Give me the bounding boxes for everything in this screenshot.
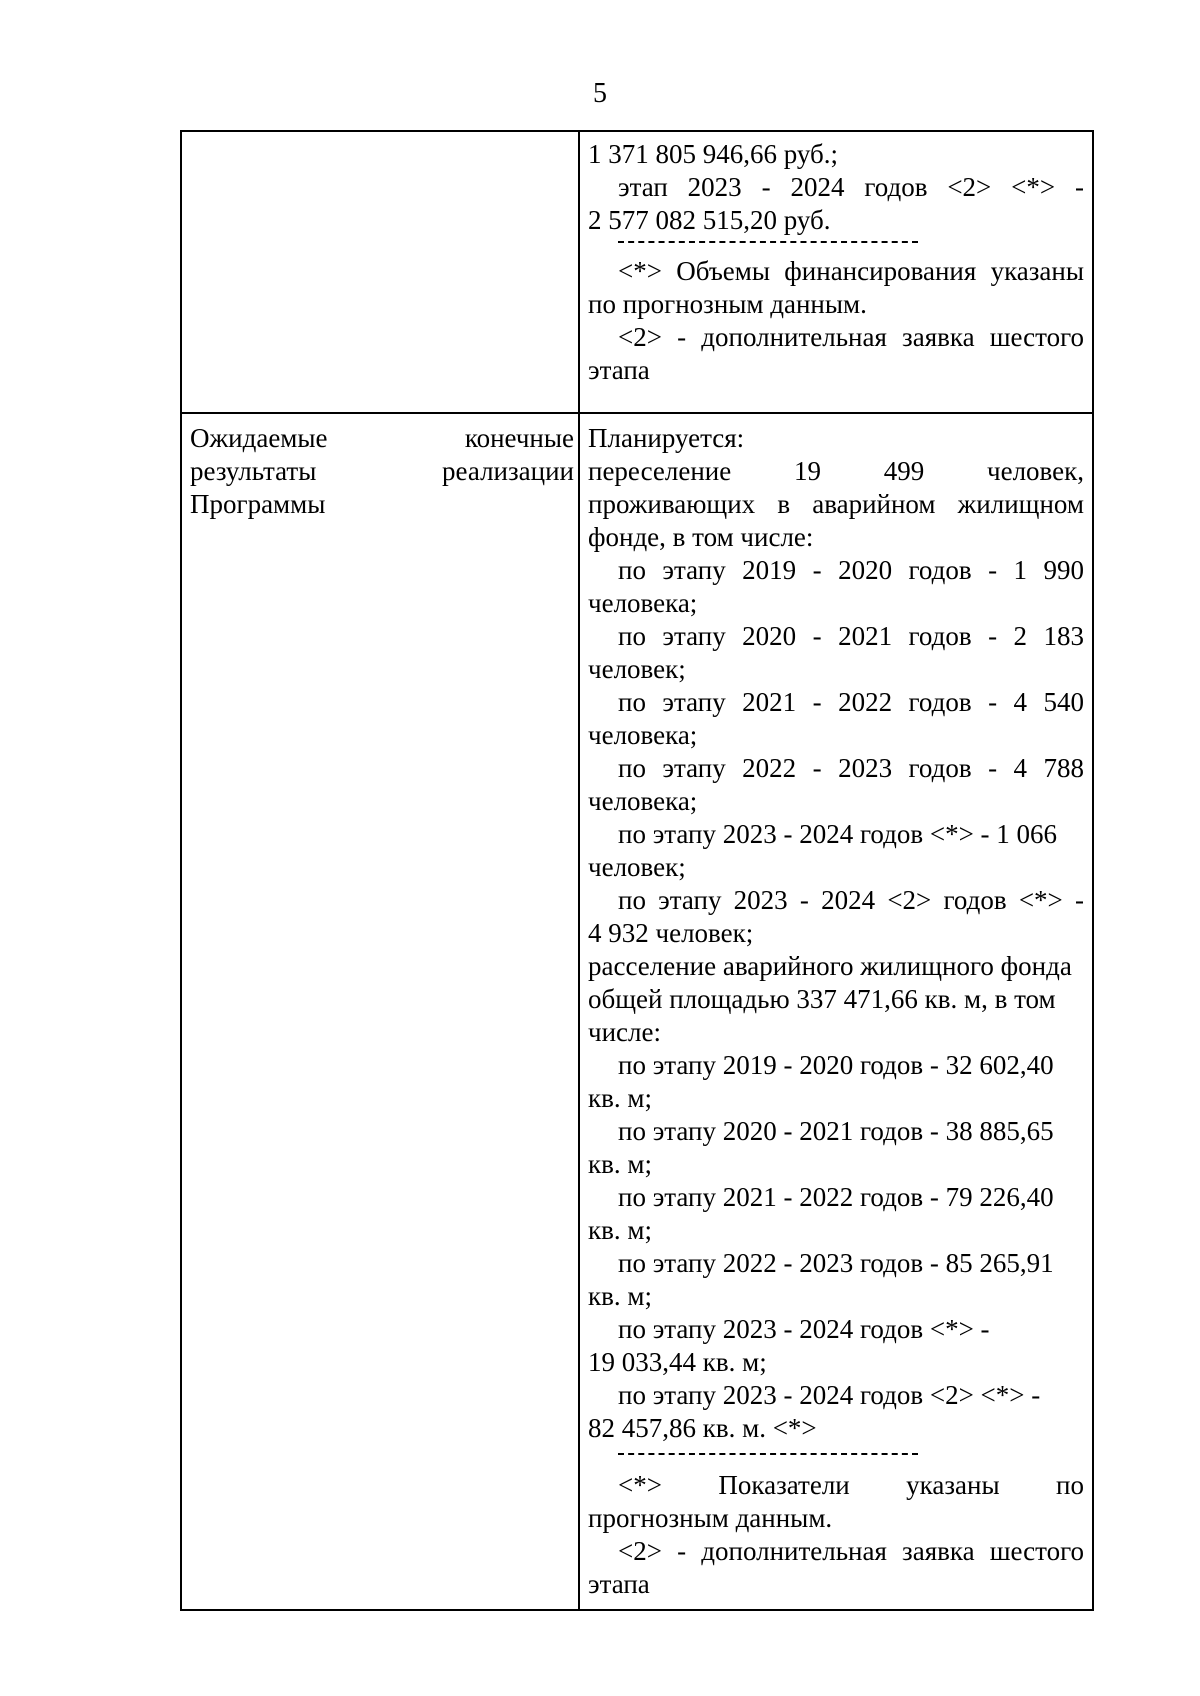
text-line: по этапу 2023 - 2024 <2> годов <*> -	[618, 885, 1084, 915]
text-line: по этапу 2019 - 2020 годов - 1 990	[618, 555, 1084, 585]
label-word: Программы	[190, 489, 326, 519]
label-word: реализации	[442, 456, 574, 486]
page-number: 5	[593, 78, 607, 109]
text-line: кв. м;	[588, 1083, 652, 1113]
text-line: общей площадью 337 471,66 кв. м, в том	[588, 984, 1056, 1014]
text-line: по этапу 2023 - 2024 годов <2> <*> -	[618, 1380, 1041, 1410]
text-line: человек;	[588, 654, 686, 684]
text-line: 19 033,44 кв. м;	[588, 1347, 767, 1377]
footnote-line: прогнозным данным.	[588, 1503, 833, 1533]
footnote-line: <*> Объемы финансирования указаны	[618, 256, 1084, 286]
cell-expected-results	[579, 413, 1093, 1610]
footnote-line: <2> - дополнительная заявка шестого	[618, 322, 1084, 352]
text-line: переселение 19 499 человек,	[588, 456, 1084, 486]
text-line: по этапу 2020 - 2021 годов - 38 885,65	[618, 1116, 1054, 1146]
text-line: кв. м;	[588, 1281, 652, 1311]
footnote-line: этапа	[588, 355, 650, 385]
text-line: по этапу 2023 - 2024 годов <*> -	[618, 1314, 990, 1344]
cell-financing	[579, 131, 1093, 413]
text-line: 82 457,86 кв. м. <*>	[588, 1413, 817, 1443]
text-line: по этапу 2022 - 2023 годов - 4 788	[618, 753, 1084, 783]
text-line: фонде, в том числе:	[588, 522, 814, 552]
label-word: результаты	[190, 456, 317, 486]
text-line: этап 2023 - 2024 годов <2> <*> -	[618, 172, 1084, 202]
text-line: проживающих в аварийном жилищном	[588, 489, 1084, 519]
text-line: по этапу 2022 - 2023 годов - 85 265,91	[618, 1248, 1054, 1278]
table-row-expected-results	[181, 413, 1093, 1610]
text-line: по этапу 2021 - 2022 годов - 4 540	[618, 687, 1084, 717]
program-passport-table	[180, 130, 1094, 1611]
footnote-line: <2> - дополнительная заявка шестого	[618, 1536, 1084, 1566]
text-line: по этапу 2021 - 2022 годов - 79 226,40	[618, 1182, 1054, 1212]
text-line: по этапу 2020 - 2021 годов - 2 183	[618, 621, 1084, 651]
footnote-line: <*> Показатели указаны по	[618, 1470, 1084, 1500]
footnote-separator	[618, 241, 918, 243]
text-line: человека;	[588, 786, 698, 816]
text-line: Планируется:	[588, 423, 745, 453]
cell-left-empty	[181, 131, 579, 413]
label-word: Ожидаемые	[190, 423, 328, 453]
footnote-line: по прогнозным данным.	[588, 289, 867, 319]
text-line: человека;	[588, 588, 698, 618]
text-line: человека;	[588, 720, 698, 750]
text-line: 2 577 082 515,20 руб.	[588, 205, 831, 235]
text-line: расселение аварийного жилищного фонда	[588, 951, 1072, 981]
table-row-financing	[181, 131, 1093, 413]
footnote-line: этапа	[588, 1569, 650, 1599]
text-line: 1 371 805 946,66 руб.;	[588, 139, 839, 169]
footnote-separator	[618, 1453, 918, 1455]
cell-expected-results-label	[181, 413, 579, 1610]
text-line: кв. м;	[588, 1215, 652, 1245]
text-line: числе:	[588, 1017, 661, 1047]
text-line: 4 932 человек;	[588, 918, 754, 948]
text-line: по этапу 2019 - 2020 годов - 32 602,40	[618, 1050, 1054, 1080]
text-line: по этапу 2023 - 2024 годов <*> - 1 066	[618, 819, 1058, 849]
text-line: человек;	[588, 852, 686, 882]
label-word: конечные	[464, 423, 574, 453]
text-line: кв. м;	[588, 1149, 652, 1179]
